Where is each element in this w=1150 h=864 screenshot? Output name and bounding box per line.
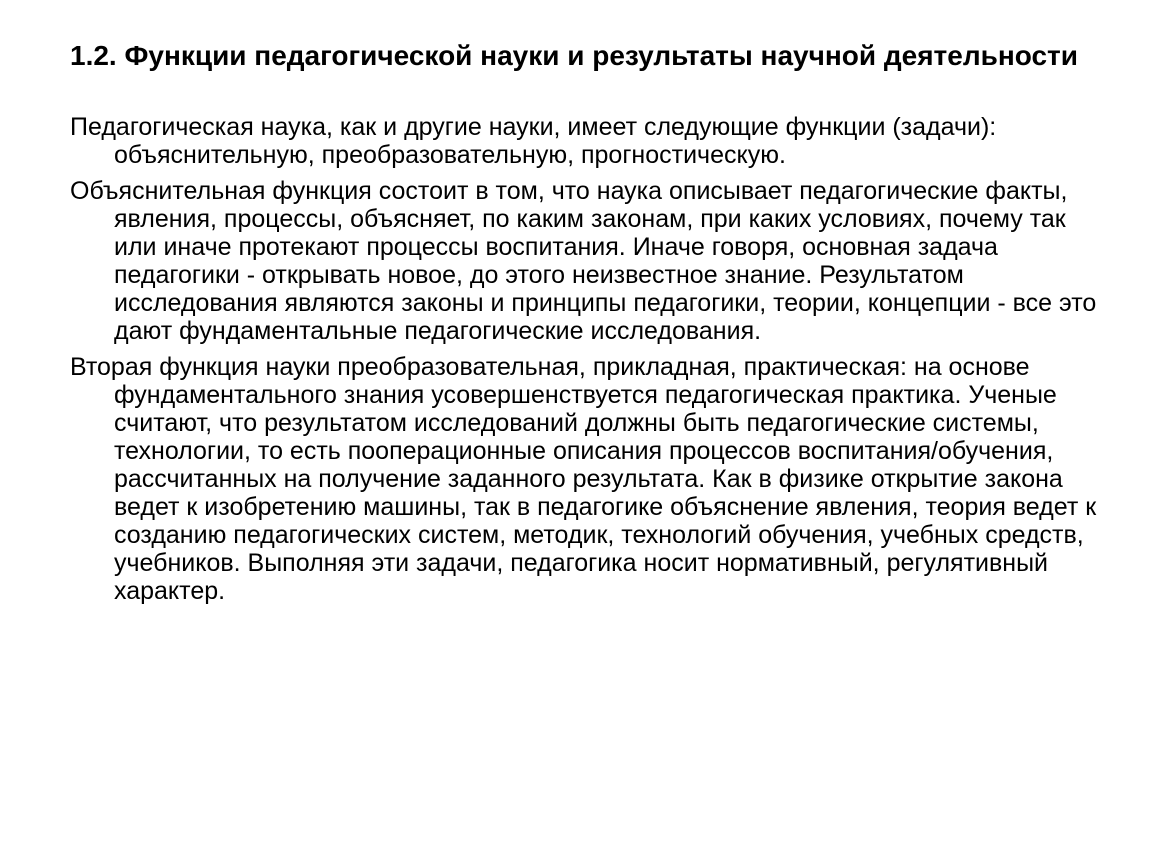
paragraph-explanatory-function: Объяснительная функция состоит в том, что наука описывает педагогические факты, явления, процессы, объясняет, по каким законам, при каких условиях, почему так или иначе протекают процессы воспитания. Иначе говоря, основная задача педагогики - открывать новое, до этого неизвестное знание. Результатом исследования являются законы и принципы педагогики, теории, концепции - все это дают фундаментальные педагогические исследования. <box>70 177 1097 345</box>
slide <box>70 40 1110 613</box>
paragraph-transformative-function: Вторая функция науки преобразовательная, прикладная, практическая: на основе фундаментального знания усовершенствуется педагогическая практика. Ученые считают, что результатом исследований должны быть педагогические системы, технологии, то есть пооперационные описания процессов воспитания/обучения, рассчитанных на получение заданного результата. Как в физике открытие закона ведет к изобретению машины, так в педагогике объяснение явления, теория ведет к созданию педагогических систем, методик, технологий обучения, учебных средств, учебников. Выполняя эти задачи, педагогика носит нормативный, регулятивный характер. <box>70 353 1097 605</box>
paragraph-functions-intro: Педагогическая наука, как и другие науки, имеет следующие функции (задачи): объяснительную, преобразовательную, прогностическую. <box>70 113 997 169</box>
slide-body <box>70 113 1110 605</box>
slide-title: 1.2. Функции педагогической науки и результаты научной деятельности <box>70 40 1078 71</box>
